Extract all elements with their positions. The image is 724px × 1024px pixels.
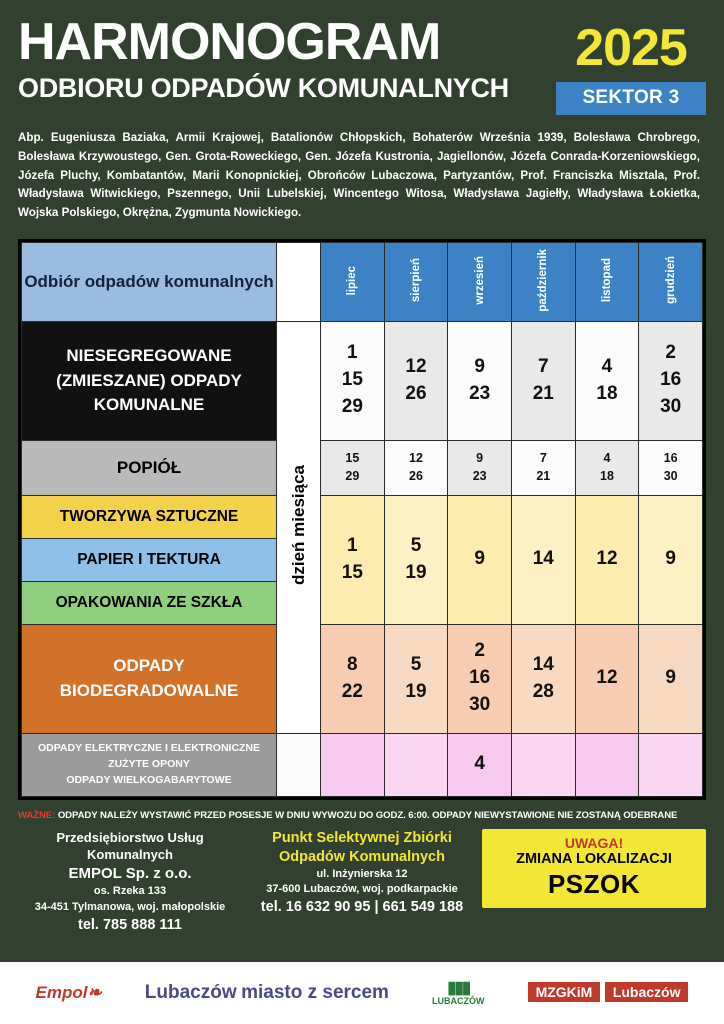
- contact-pszok-banner: [482, 829, 706, 933]
- logo-lubaczow-emblem: [432, 979, 485, 1006]
- sector-badge: SEKTOR 3: [556, 82, 706, 115]
- header-month-3: [511, 242, 575, 321]
- cell-ash-08: 12 26: [384, 440, 448, 495]
- contacts-section: [18, 829, 706, 933]
- cell-ash-09: 9 23: [448, 440, 512, 495]
- electro-day-spacer: [277, 733, 321, 796]
- cell-electro-11: [575, 733, 639, 796]
- header-month-1: [384, 242, 448, 321]
- pszok-warning: UWAGA!: [564, 834, 624, 851]
- table-row: [22, 440, 703, 495]
- month-label: lipiec: [346, 265, 359, 296]
- cell-bio-08: 5 19: [384, 624, 448, 733]
- pszok-title-2: Odpadów Komunalnych: [279, 848, 445, 865]
- street-list: Abp. Eugeniusza Baziaka, Armii Krajowej, Batalionów Chłopskich, Bohaterów Września 1939, Bolesława Chrobrego, Bolesława Krzywoustego, Gen. Grota-Roweckiego, Gen. Józefa Kustronia, Jagiellonów, Józefa Conrada-Korzeniowskiego, Józefa Pluchy, Kombatantów, Marii Konopnickiej, Obrońców Lubaczowa, Partyzantów, Prof. Franciszka Misztala, Prof. Władysława Witwickiego, Pszennego, Unii Lubelskiej, Wincentego Witosa, Władysława Jagiełły, Władysława Łokietka, Wojska Polskiego, Okrężna, Zygmunta Nowickiego.: [18, 131, 700, 220]
- pszok-banner: [482, 829, 706, 908]
- cell-ash-07: 15 29: [321, 440, 385, 495]
- month-label: sierpień: [409, 258, 422, 303]
- category-glass: OPAKOWANIA ZE SZKŁA: [22, 581, 277, 624]
- cell-electro-12: [639, 733, 703, 796]
- cell-electro-10: [511, 733, 575, 796]
- logo-mzgkim-text: MZGKiM: [528, 982, 601, 1002]
- header-month-2: [448, 242, 512, 321]
- header-month-0: [321, 242, 385, 321]
- operator-name-1: Przedsiębiorstwo Usług Komunalnych: [56, 829, 204, 863]
- table-header-row: [22, 242, 703, 321]
- table-row: [22, 321, 703, 440]
- logo-mzgkim-sub: Lubaczów: [605, 982, 689, 1002]
- cell-recyclables-07: 1 15: [321, 495, 385, 624]
- colorbars-icon: ▮▮▮: [447, 978, 470, 998]
- cell-bio-10: 14 28: [511, 624, 575, 733]
- footer-logos: [0, 962, 724, 1024]
- month-label: listopad: [600, 258, 613, 303]
- logo-lubaczow-city: [145, 983, 389, 1003]
- day-of-month-label: [277, 321, 321, 733]
- month-label: październik: [537, 249, 550, 312]
- cell-bio-09: 2 16 30: [448, 624, 512, 733]
- cell-recyclables-08: 5 19: [384, 495, 448, 624]
- month-label: wrzesień: [473, 256, 486, 305]
- notice-text: ODPADY NALEŻY WYSTAWIĆ PRZED POSESJE W DNIU WYWOZU DO GODZ. 6:00. ODPADY NIEWYSTAWIONE NIE ZOSTANĄ ODEBRANE: [55, 809, 678, 821]
- logo-lubaczow-tagline: miasto z sercem: [241, 982, 389, 1004]
- important-notice: [18, 810, 706, 821]
- schedule-table-wrapper: [18, 239, 706, 800]
- notice-tag: WAŻNE:: [18, 809, 56, 821]
- cell-bio-12: 9: [639, 624, 703, 733]
- pszok-name: PSZOK: [547, 868, 641, 899]
- pszok-phone[interactable]: tel. 16 632 90 95 | 661 549 188: [260, 899, 464, 916]
- cell-mixed-09: 9 23: [448, 321, 512, 440]
- operator-name-2: EMPOL Sp. z o.o.: [68, 865, 192, 882]
- cell-mixed-10: 7 21: [511, 321, 575, 440]
- header-category: Odbiór odpadów komunalnych: [22, 242, 277, 321]
- cell-ash-10: 7 21: [511, 440, 575, 495]
- cell-mixed-08: 12 26: [384, 321, 448, 440]
- table-row: [22, 495, 703, 538]
- operator-phone[interactable]: tel. 785 888 111: [77, 917, 182, 934]
- operator-address-2: 34-451 Tylmanowa, woj. małopolskie: [34, 900, 226, 913]
- cell-bio-11: 12: [575, 624, 639, 733]
- category-ash: POPIÓŁ: [22, 440, 277, 495]
- cell-ash-12: 16 30: [639, 440, 703, 495]
- electro-line-1: ODPADY ELEKTRYCZNE I ELEKTRONICZNE: [37, 742, 261, 755]
- logo-lubaczow-text: Lubaczów: [144, 982, 237, 1004]
- year-label: 2025: [575, 19, 687, 77]
- category-paper: PAPIER I TEKTURA: [22, 538, 277, 581]
- pszok-address-2: 37-600 Lubaczów, woj. podkarpackie: [266, 882, 458, 895]
- contact-pszok-point: [250, 829, 474, 933]
- cell-recyclables-11: 12: [575, 495, 639, 624]
- category-electro-bulky: [22, 733, 277, 796]
- category-plastics: TWORZYWA SZTUCZNE: [22, 495, 277, 538]
- month-label: grudzień: [664, 256, 677, 305]
- cell-electro-07: [321, 733, 385, 796]
- cell-recyclables-12: 9: [639, 495, 703, 624]
- contact-operator: [18, 829, 242, 933]
- cell-ash-11: 4 18: [575, 440, 639, 495]
- pszok-title-1: Punkt Selektywnej Zbiórki: [272, 829, 452, 846]
- schedule-table: [21, 242, 703, 797]
- pszok-address-1: ul. Inżynierska 12: [316, 867, 408, 880]
- header-month-5: [639, 242, 703, 321]
- cell-mixed-07: 1 15 29: [321, 321, 385, 440]
- page-title: HARMONOGRAM: [18, 13, 441, 71]
- electro-line-2: ZUŻYTE OPONY: [108, 758, 190, 771]
- leaf-icon: ❧: [87, 982, 102, 1002]
- cell-electro-08: [384, 733, 448, 796]
- cell-bio-07: 8 22: [321, 624, 385, 733]
- cell-mixed-12: 2 16 30: [639, 321, 703, 440]
- header-left: [18, 13, 556, 104]
- header-day-spacer: [277, 242, 321, 321]
- pszok-change-location: ZMIANA LOKALIZACJI: [516, 850, 672, 867]
- cell-recyclables-09: 9: [448, 495, 512, 624]
- category-mixed-waste: NIESEGREGOWANE (ZMIESZANE) ODPADY KOMUNALNE: [22, 321, 277, 440]
- page-subtitle: ODBIORU ODPADÓW KOMUNALNYCH: [18, 73, 509, 104]
- logo-empol-text: Empol: [35, 982, 88, 1002]
- cell-electro-09: 4: [448, 733, 512, 796]
- header-right: [556, 18, 706, 115]
- logo-lubaczow-emblem-text: LUBACZÓW: [432, 996, 485, 1007]
- logo-empol: [36, 984, 102, 1003]
- cell-mixed-11: 4 18: [575, 321, 639, 440]
- header-month-4: [575, 242, 639, 321]
- table-row: [22, 624, 703, 733]
- cell-recyclables-10: 14: [511, 495, 575, 624]
- operator-address-1: os. Rzeka 133: [93, 885, 167, 898]
- category-bio: ODPADY BIODEGRADOWALNE: [22, 624, 277, 733]
- electro-line-3: ODPADY WIELKOGABARYTOWE: [66, 773, 232, 786]
- table-row: [22, 733, 703, 796]
- day-of-month-text: dzień miesiąca: [288, 464, 308, 585]
- logo-mzgkim: [528, 985, 689, 1002]
- poster-header: [18, 0, 706, 115]
